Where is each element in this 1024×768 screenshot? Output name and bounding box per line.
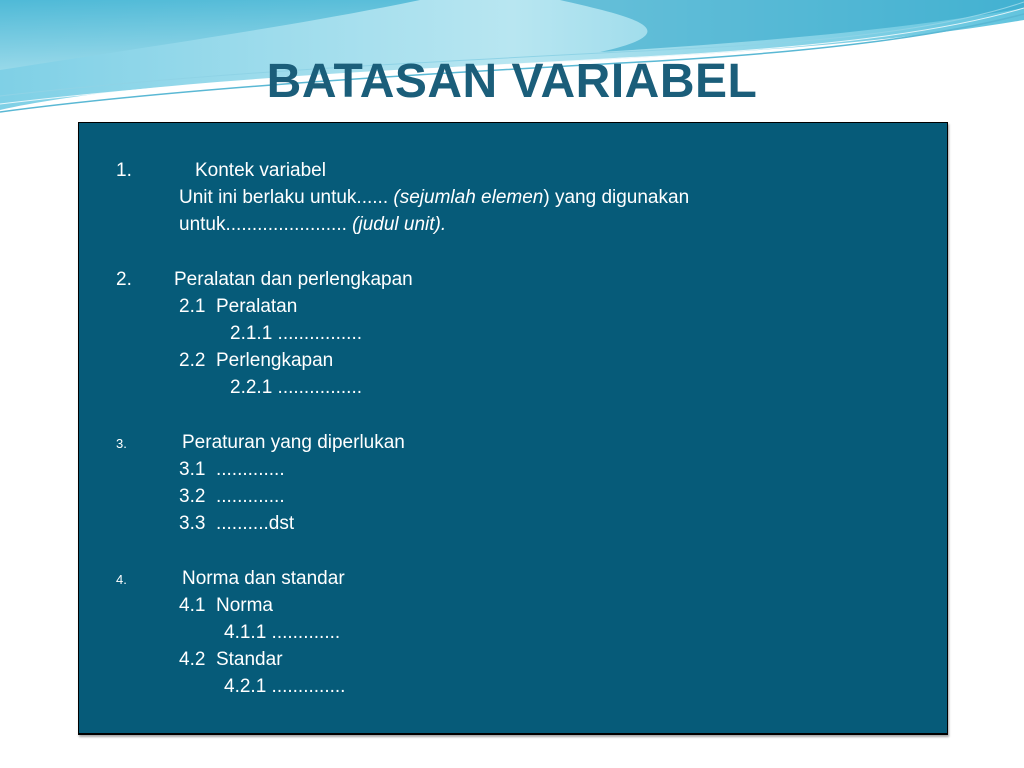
list-item: 4.2.1 .............. [224,676,346,697]
section-2-number: 2. [116,269,132,290]
section-1-line-1-italic: (sejumlah elemen [393,187,544,208]
page-title: BATASAN VARIABEL [266,55,758,108]
section-3-number: 3. [116,436,127,451]
list-item: 2.2.1 ................ [230,377,362,398]
list-item: 4.1 Norma [179,595,273,616]
section-3-heading: Peraturan yang diperlukan [182,432,405,453]
section-1-line-1-text-a: Unit ini berlaku untuk...... [179,187,394,208]
list-item: 4.2 Standar [179,649,283,670]
section-1-line-1 [179,184,689,211]
section-1-line-2-italic: (judul unit). [352,214,447,235]
section-1-number: 1. [116,160,132,181]
list-item: 3.3 ..........dst [179,513,295,534]
list-item: 2.1.1 ................ [230,323,362,344]
list-item: 2.2 Perlengkapan [179,350,334,371]
content-panel [78,122,948,735]
section-1-heading: Kontek variabel [195,160,326,181]
section-1-line-1-text-c: ) yang digunakan [543,187,690,208]
section-4-number: 4. [116,572,127,587]
list-item: 3.1 ............. [179,459,285,480]
list-item: 4.1.1 ............. [224,622,341,643]
section-1-line-2-text-a: untuk....................... [179,214,353,235]
section-1-line-2 [179,211,446,238]
section-2-heading: Peralatan dan perlengkapan [174,269,413,290]
list-item: 3.2 ............. [179,486,285,507]
section-4-heading: Norma dan standar [182,568,345,589]
list-item: 2.1 Peralatan [179,296,298,317]
